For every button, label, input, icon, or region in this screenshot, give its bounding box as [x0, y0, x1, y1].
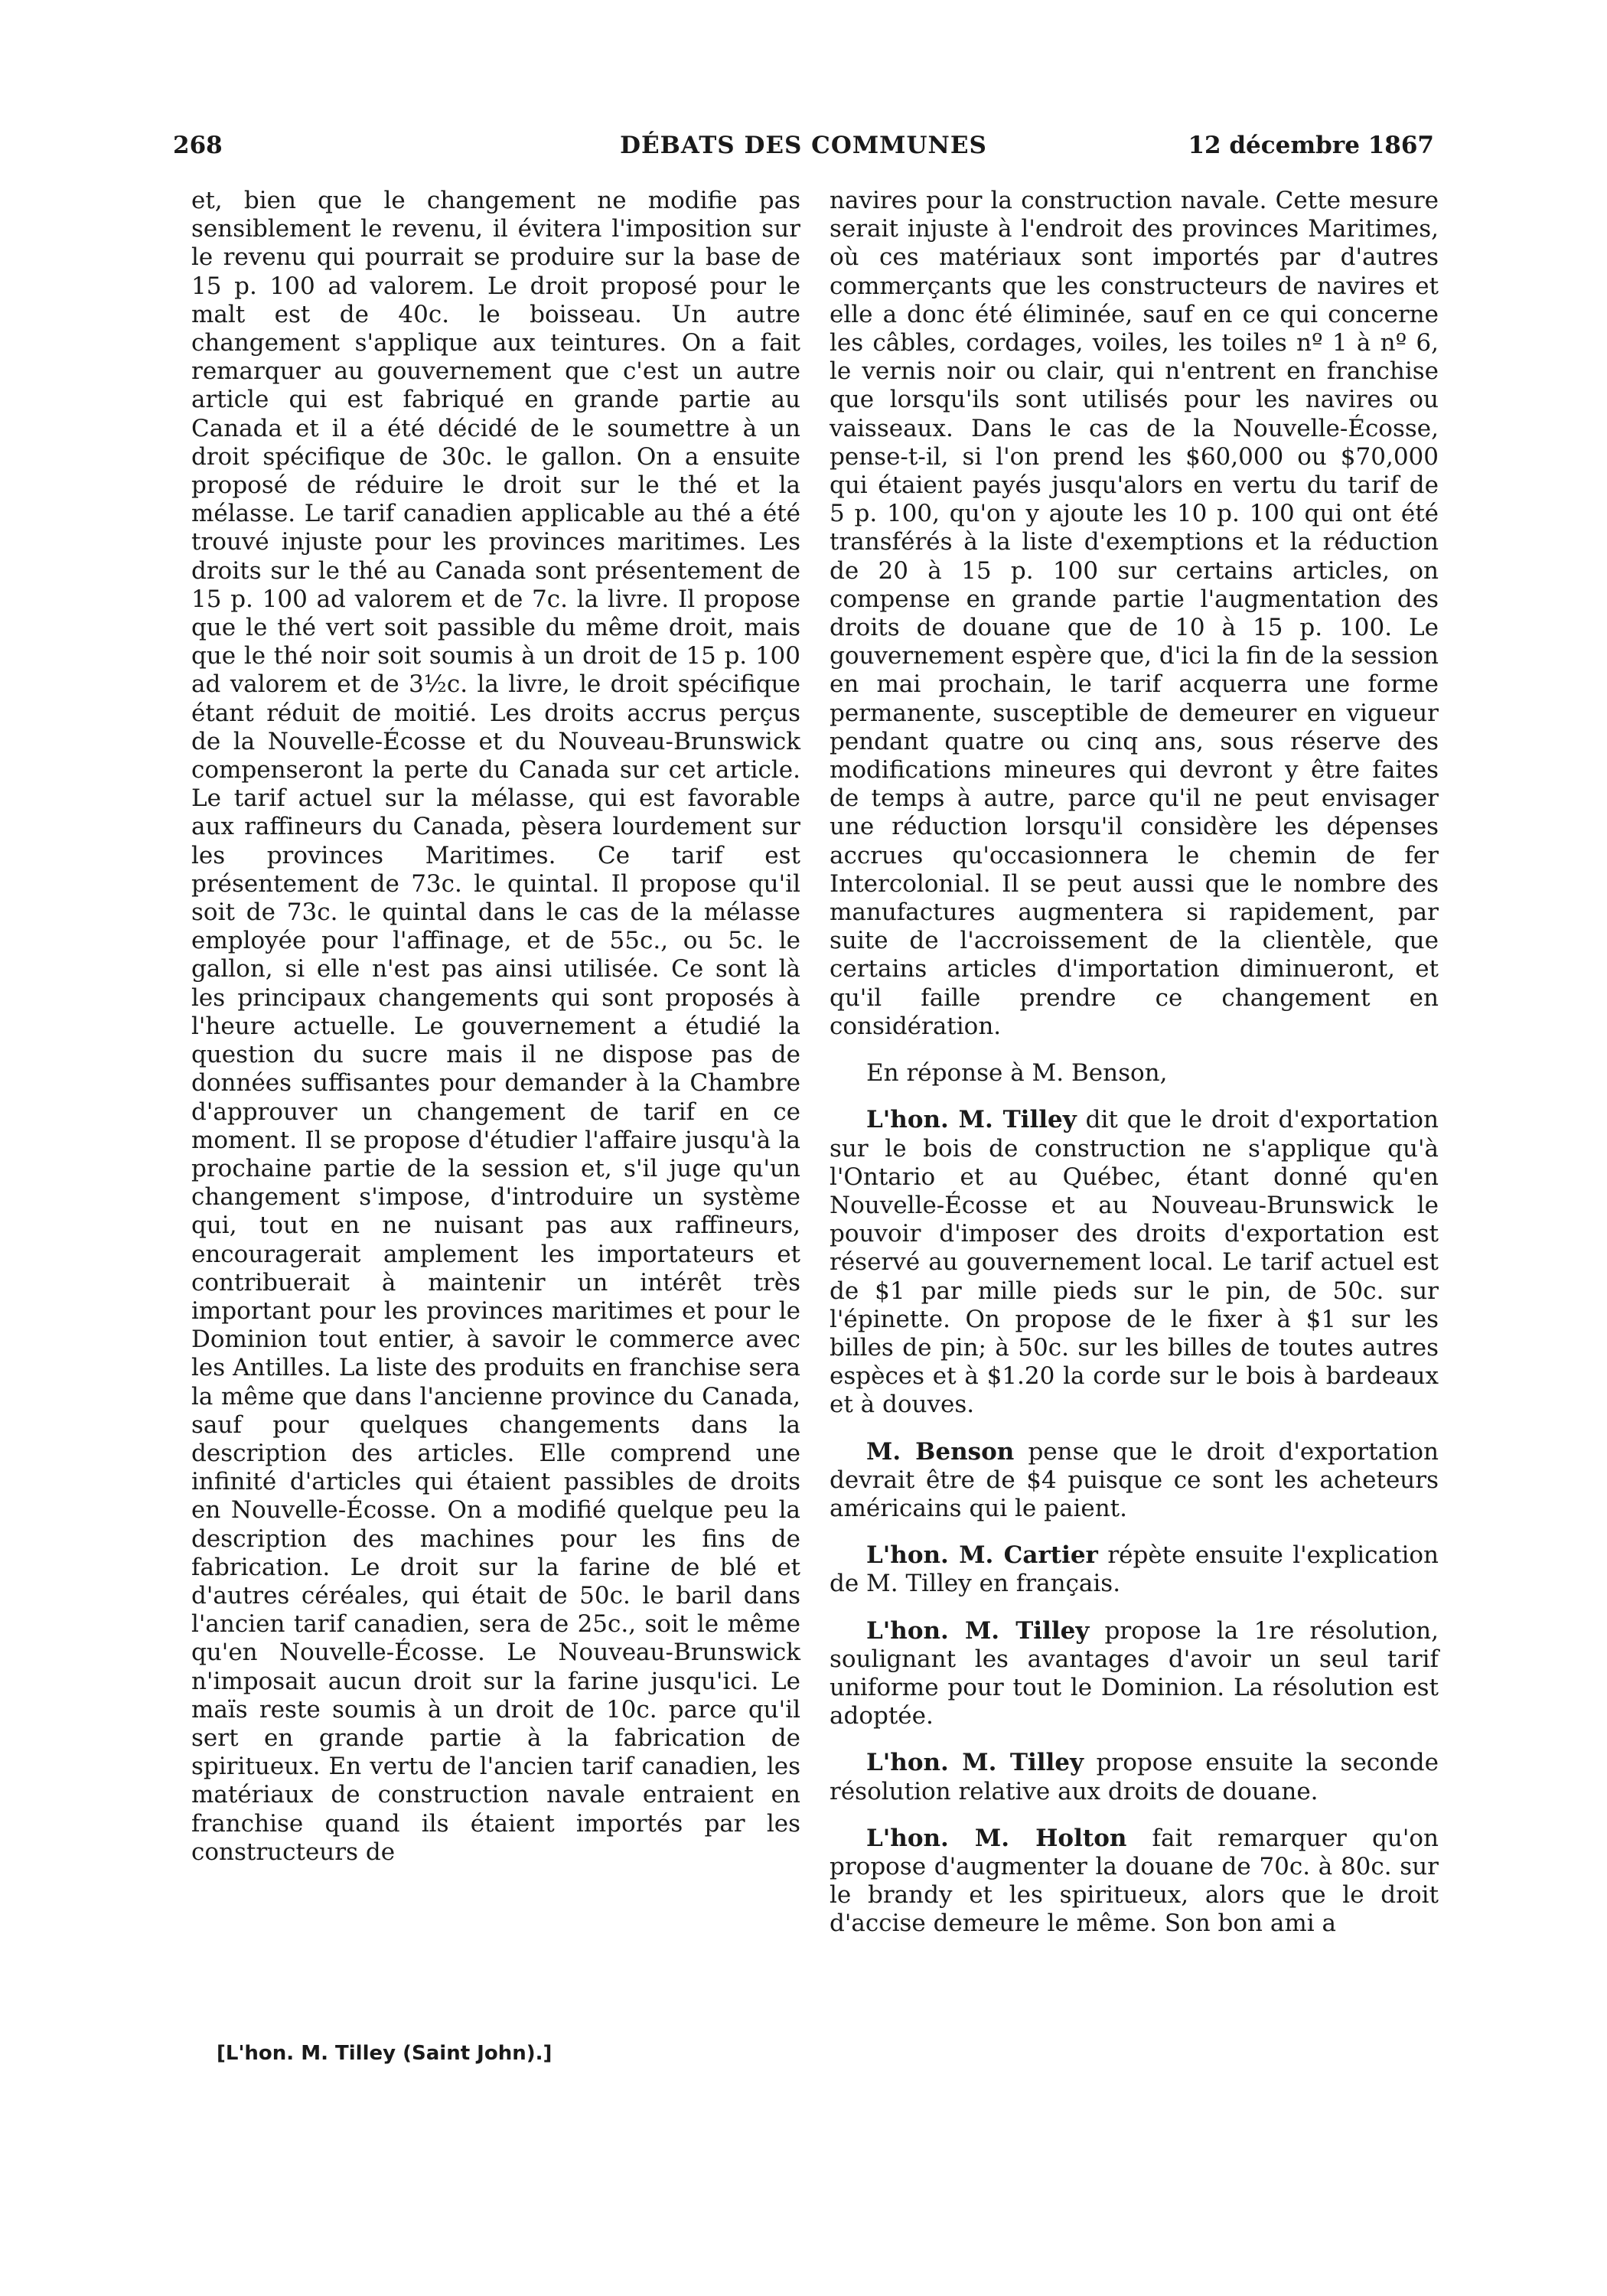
paragraph: et, bien que le changement ne modifie pas sensiblement le revenu, il évitera l'imposition sur le revenu qui pourrait se produire sur la base de 15 p. 100 ad valorem. Le droit proposé pour le malt est de 40c. le boisseau. Un autre changement s'applique aux teintures. On a fait remarquer au gouvernement que c'est un autre article qui est fabriqué en grande partie au Canada et il a été décidé de le soumettre à un droit spécifique de 30c. le gallon. On a ensuite proposé de réduire le droit sur le thé et la mélasse. Le tarif canadien applicable au thé a été trouvé injuste pour les provinces maritimes. Les droits sur le thé au Canada sont présentement de 15 p. 100 ad valorem et de 7c. la livre. Il propose que le thé vert soit passible du même droit, mais que le thé noir soit soumis à un droit de 15 p. 100 ad valorem et de 3½c. la livre, le droit spécifique étant réduit de moitié. Les droits accrus perçus de la Nouvelle-Écosse et du Nouveau-Brunswick compenseront la perte du Canada sur cet article. Le tarif actuel sur la mélasse, qui est favorable aux raffineurs du Canada, pèsera lourdement sur les provinces Maritimes. Ce tarif est présentement de 73c. le quintal. Il propose qu'il soit de 73c. le quintal dans le cas de la mélasse employée pour l'affinage, et de 55c., ou 5c. le gallon, si elle n'est pas ainsi utilisée. Ce sont là les principaux changements qui sont proposés à l'heure actuelle. Le gouvernement a étudié la question du sucre mais il ne dispose pas de données suffisantes pour demander à la Chambre d'approuver un changement de tarif en ce moment. Il se propose d'étudier l'affaire jusqu'à la prochaine partie de la session et, s'il juge qu'un changement s'impose, d'introduire un système qui, tout en ne nuisant pas aux raffineurs, encouragerait amplement les importateurs et contribuerait à maintenir un intérêt très important pour les provinces maritimes et pour le Dominion tout entier, à savoir le commerce avec les Antilles. La liste des produits en franchise sera la même que dans l'ancienne province du Canada, sauf pour quelques changements dans la description des articles. Elle comprend une infinité d'articles qui étaient passibles de droits en Nouvelle-Écosse. On a modifié quelque peu la description des machines pour les fins de fabrication. Le droit sur la farine de blé et d'autres céréales, qui était de 50c. le baril dans l'ancien tarif canadien, sera de 25c., soit le même qu'en Nouvelle-Écosse. Le Nouveau-Brunswick n'imposait aucun droit sur la farine jusqu'ici. Le maïs reste soumis à un droit de 10c. parce qu'il sert en grande partie à la fabrication de spiritueux. En vertu de l'ancien tarif canadien, les matériaux de construction navale entraient en franchise quand ils étaient importés par les constructeurs de	[191, 187, 800, 1866]
speech-text: fait remarquer qu'on propose d'augmenter la douane de 70c. à 80c. sur le brandy et les spiritueux, alors que le droit d'accise demeure le même. Son bon ami a	[830, 1824, 1439, 1938]
page-date: 12 décembre 1867	[1188, 132, 1434, 159]
paragraph: En réponse à M. Benson,	[866, 1059, 1168, 1088]
speech-text: propose ensuite la seconde résolution relative aux droits de douane.	[830, 1749, 1439, 1805]
page-number: 268	[173, 132, 223, 159]
right-column	[830, 187, 1439, 1939]
speech-text: pense que le droit d'exportation devrait être de $4 puisque ce sont les acheteurs américains qui le paient.	[830, 1437, 1439, 1522]
page-title: DÉBATS DES COMMUNES	[620, 132, 987, 159]
paragraph	[830, 1106, 1439, 1419]
speaker-name: L'hon. M. Tilley	[866, 1106, 1077, 1134]
left-column	[191, 187, 800, 1867]
paragraph: navires pour la construction navale. Cette mesure serait injuste à l'endroit des provinces Maritimes, où ces matériaux sont importés par d'autres commerçants que les constructeurs de navires et elle a donc été éliminée, sauf en ce qui concerne les câbles, cordages, voiles, les toiles nº 1 à nº 6, le vernis noir ou clair, qui n'entrent en franchise que lorsqu'ils sont utilisés pour les navires ou vaisseaux. Dans le cas de la Nouvelle-Écosse, pense-t-il, si l'on prend les $60,000 ou $70,000 qui étaient payés jusqu'alors en vertu du tarif de 5 p. 100, qu'on y ajoute les 10 p. 100 qui ont été transférés à la liste d'exemptions et la réduction de 20 à 15 p. 100 sur certains articles, on compense en grande partie l'augmentation des droits de douane que de 10 à 15 p. 100. Le gouvernement espère que, d'ici la fin de la session en mai prochain, le tarif acquerra une forme permanente, susceptible de demeurer en vigueur pendant quatre ou cinq ans, sous réserve des modifications mineures qui devront y être faites de temps à autre, parce qu'il ne peut envisager une réduction lorsqu'il considère les dépenses accrues qu'occasionnera le chemin de fer Intercolonial. Il se peut aussi que le nombre des manufactures augmentera si rapidement, par suite de l'accroissement de la clientèle, que certains articles d'importation diminueront, et qu'il faille prendre ce changement en considération.	[830, 187, 1439, 1040]
speaker-name: M. Benson	[866, 1437, 1015, 1466]
speech-text: répète ensuite l'explication de M. Tilley en français.	[830, 1541, 1439, 1598]
speech-text: dit que le droit d'exportation sur le bois de construction ne s'applique qu'à l'Ontario et au Québec, étant donné qu'en Nouvelle-Écosse et au Nouveau-Brunswick le pouvoir d'imposer des droits d'exportation est réservé au gouvernement local. Le tarif actuel est de $1 par mille pieds sur le pin, de 50c. sur l'épinette. On propose de le fixer à $1 sur les billes de pin; à 50c. sur les billes de toutes autres espèces et à $1.20 la corde sur le bois à bardeaux et à douves.	[830, 1106, 1439, 1419]
paragraph	[830, 1541, 1439, 1598]
speech-text: propose la 1re résolution, soulignant les avantages d'avoir un seul tarif uniforme pour tout le Dominion. La résolution est adoptée.	[830, 1616, 1439, 1730]
speaker-name: L'hon. M. Cartier	[866, 1541, 1098, 1570]
paragraph	[830, 1438, 1439, 1524]
speaker-name: L'hon. M. Tilley	[866, 1616, 1090, 1645]
speaker-name: L'hon. M. Tilley	[866, 1749, 1084, 1777]
paragraph	[830, 1749, 1439, 1805]
paragraph	[830, 1825, 1439, 1939]
speaker-attribution: [L'hon. M. Tilley (Saint John).]	[217, 2042, 553, 2065]
page-header	[173, 132, 1434, 170]
paragraph	[830, 1617, 1439, 1731]
speaker-name: L'hon. M. Holton	[866, 1824, 1127, 1852]
